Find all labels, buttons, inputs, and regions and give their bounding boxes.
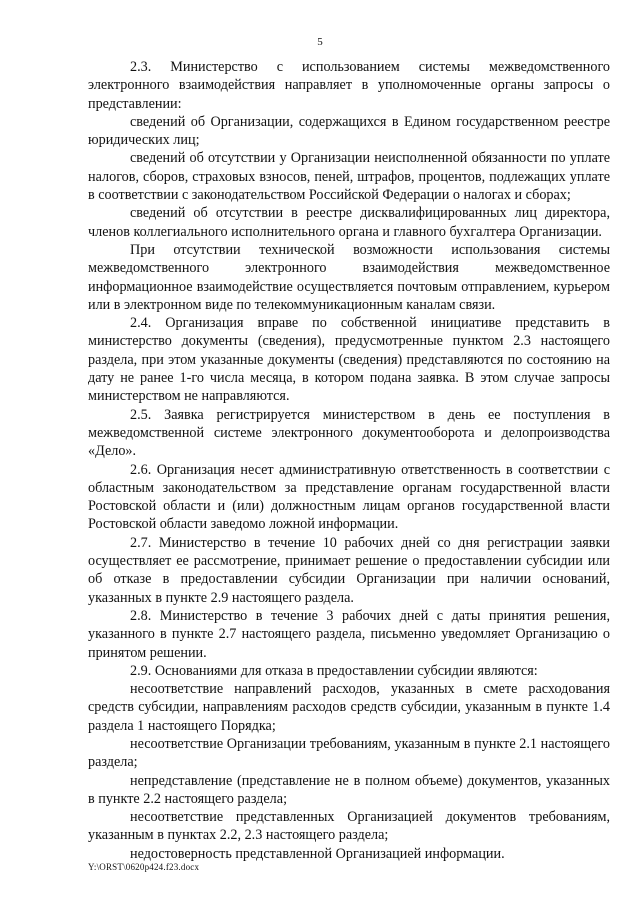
paragraph-2-6: 2.6. Организация несет административную ответственность в соответствии с областным законодательством за представление органам государственной власти Ростовской области и (или) должностным лицам органов государственной власти Ростовской области заведомо ложной информации.	[88, 461, 610, 533]
list-item: несоответствие Организации требованиям, указанным в пункте 2.1 настоящего раздела;	[88, 735, 610, 771]
document-body	[88, 58, 610, 863]
list-item: непредставление (представление не в полном объеме) документов, указанных в пункте 2.2 настоящего раздела;	[88, 772, 610, 807]
list-item: недостоверность представленной Организацией информации.	[130, 845, 505, 862]
list-item: несоответствие направлений расходов, указанных в смете расходования средств субсидии, направлениям расходов средств субсидии, указанным в пункте 1.4 раздела 1 настоящего Порядка;	[88, 681, 610, 734]
paragraph: При отсутствии технической возможности использования системы межведомственного электронного взаимодействия межведомственное информационное взаимодействие осуществляется почтовым отправлением, курьером или в электронном виде по телекоммуникационным каналам связи.	[88, 241, 610, 313]
list-item: сведений об отсутствии в реестре дисквалифицированных лиц директора, членов коллегиального исполнительного органа и главного бухгалтера Организации.	[88, 205, 610, 240]
paragraph-2-5: 2.5. Заявка регистрируется министерством в день ее поступления в межведомственной системе электронного документооборота и делопроизводства «Дело».	[88, 406, 610, 460]
list-item: сведений об Организации, содержащихся в Едином государственном реестре юридических лиц;	[88, 113, 610, 149]
page-number: 5	[317, 36, 323, 48]
paragraph-2-7: 2.7. Министерство в течение 10 рабочих дней со дня регистрации заявки осуществляет ее рассмотрение, принимает решение о предоставлении субсидии или об отказе в предоставлении субсидии Организации при наличии оснований, указанных в пункте 2.9 настоящего раздела.	[88, 534, 610, 606]
list-item: несоответствие представленных Организацией документов требованиям, указанным в пунктах 2.2, 2.3 настоящего раздела;	[88, 809, 610, 844]
paragraph-2-3: 2.3. Министерство с использованием системы межведомственного электронного взаимодействия направляет в уполномоченные органы запросы о представлении:	[88, 59, 610, 112]
paragraph-2-9: 2.9. Основаниями для отказа в предоставлении субсидии являются:	[130, 662, 538, 679]
list-item: сведений об отсутствии у Организации неисполненной обязанности по уплате налогов, сборов, страховых взносов, пеней, штрафов, процентов, подлежащих уплате в соответствии с законодательством Российской Федерации о налогах и сборах;	[88, 150, 610, 204]
paragraph-2-4: 2.4. Организация вправе по собственной инициативе представить в министерство документы (сведения), предусмотренные пунктом 2.3 настоящего раздела, при этом указанные документы (сведения) представляются по состоянию на дату не ранее 1-го числа месяца, в котором подана заявка. В этом случае запросы министерством не направляются.	[88, 315, 610, 405]
footer-file-path: Y:\ORST\0620p424.f23.docx	[88, 862, 200, 872]
paragraph-2-8: 2.8. Министерство в течение 3 рабочих дней с даты принятия решения, указанного в пункте 2.7 настоящего раздела, письменно уведомляет Организацию о принятом решении.	[88, 607, 610, 661]
